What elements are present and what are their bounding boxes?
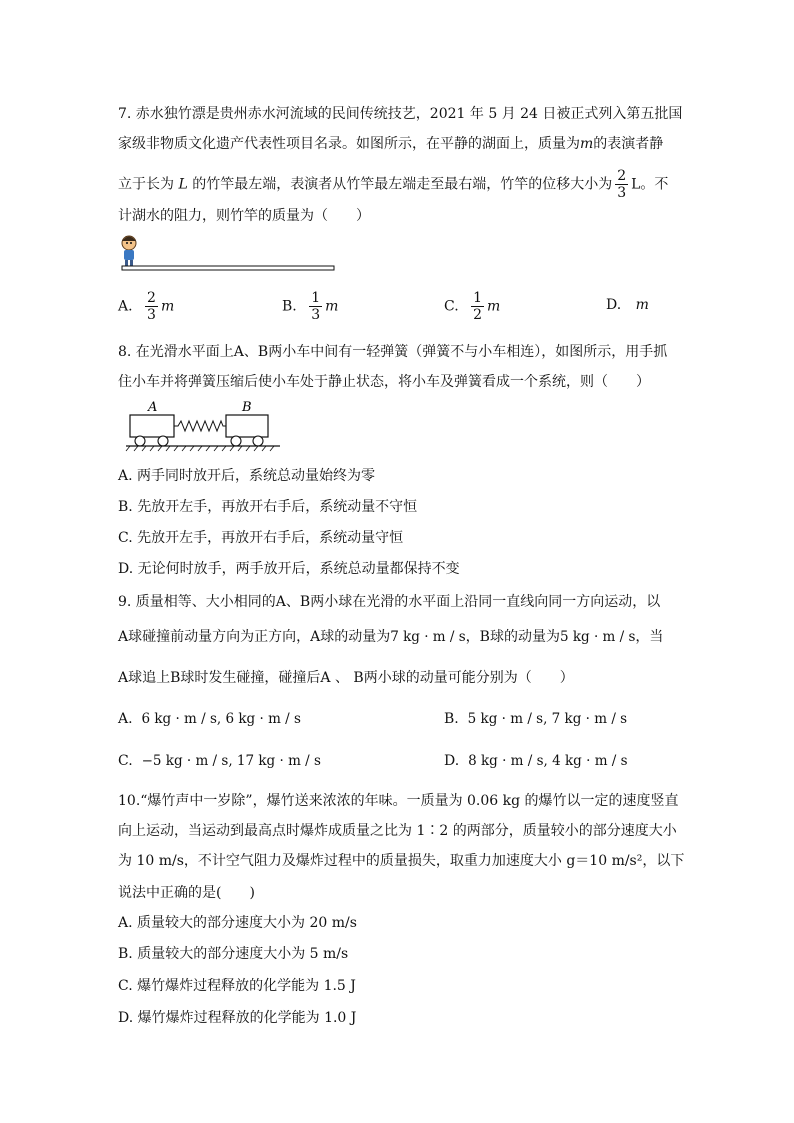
- performer-figure: [122, 236, 136, 266]
- q9-option-d: D. 8 kg · m / s, 4 kg · m / s: [444, 753, 628, 769]
- q10-text-line1: 10.“爆竹声中一岁除”，爆竹送来浓浓的年味。一质量为 0.06 kg 的爆竹以一定的速度竖直: [118, 793, 679, 809]
- q7-var-m: m: [580, 136, 594, 152]
- q8-option-d: D. 无论何时放手，两手放开后，系统总动量都保持不变: [118, 561, 460, 577]
- q10-text-line3: 为 10 m/s，不计空气阻力及爆炸过程中的质量损失，取重力加速度大小 g＝10 m/s²，以下: [118, 853, 685, 869]
- q7-option-b: B. $\frac{1}{3}$ m: [282, 290, 339, 323]
- q8-figure-carts: [124, 398, 284, 452]
- q7-text-line1: 7. 赤水独竹漂是贵州赤水河流域的民间传统技艺，2021 年 5 月 24 日被正式列入第五批国: [118, 106, 683, 122]
- q8-text-line2: 住小车并将弹簧压缩后使小车处于静止状态，将小车及弹簧看成一个系统，则（ ）: [118, 374, 650, 390]
- q9-text-line3: A球追上B球时发生碰撞，碰撞后A 、 B两小球的动量可能分别为（ ）: [118, 670, 574, 686]
- q10-text-line4: 说法中正确的是( ): [118, 885, 255, 901]
- q9-momentum-a: 7 kg · m / s: [390, 629, 466, 645]
- q7-option-c: C. $\frac{1}{2}$ m: [444, 290, 501, 323]
- q10-option-c: C. 爆竹爆炸过程释放的化学能为 1.5 J: [118, 978, 356, 994]
- q7-figure-pole: [118, 232, 340, 274]
- q10-option-b: B. 质量较大的部分速度大小为 5 m/s: [118, 946, 349, 962]
- cart-b-label: B: [242, 400, 252, 415]
- q7-option-a: A. $\frac{2}{3}$ m: [118, 290, 175, 323]
- q7-text-line3: 立于长为 L 的竹竿最左端，表演者从竹竿最左端走至最右端，竹竿的位移大小为 $\frac{2}{3}$ L。不: [118, 168, 669, 201]
- cart-a-label: A: [148, 400, 158, 415]
- q9-option-c: C. −5 kg · m / s, 17 kg · m / s: [118, 753, 321, 769]
- q8-text-line1: 8. 在光滑水平面上A、B两小车中间有一轻弹簧（弹簧不与小车相连），如图所示，用手抓: [118, 344, 668, 360]
- cart-b: [226, 415, 268, 437]
- q9-option-a: A. 6 kg · m / s, 6 kg · m / s: [118, 711, 301, 727]
- q9-text-line1: 9. 质量相等、大小相同的A、B两小球在光滑的水平面上沿同一直线向同一方向运动，以: [118, 594, 661, 610]
- bamboo-pole: [122, 266, 334, 270]
- q8-option-b: B. 先放开左手，再放开右手后，系统动量不守恒: [118, 499, 418, 515]
- q7-option-d: D. m: [606, 297, 649, 313]
- q10-option-a: A. 质量较大的部分速度大小为 20 m/s: [118, 915, 357, 931]
- q7-text-line4: 计湖水的阻力，则竹竿的质量为（ ）: [118, 208, 370, 224]
- q7-fraction: $\frac{2}{3}$: [617, 168, 627, 201]
- q9-text-line2: A球碰撞前动量方向为正方向，A球的动量为7 kg · m / s，B球的动量为5 kg · m / s，当: [118, 629, 664, 645]
- q10-option-d: D. 爆竹爆炸过程释放的化学能为 1.0 J: [118, 1010, 357, 1026]
- q8-option-c: C. 先放开左手，再放开右手后，系统动量守恒: [118, 530, 404, 546]
- q8-option-a: A. 两手同时放开后，系统总动量始终为零: [118, 468, 376, 484]
- q7-var-l: L: [178, 176, 188, 193]
- cart-a: [130, 415, 174, 437]
- q9-option-b: B. 5 kg · m / s, 7 kg · m / s: [444, 711, 628, 727]
- q7-text-line2: 家级非物质文化遗产代表性项目名录。如图所示，在平静的湖面上，质量为m的表演者静: [118, 136, 664, 152]
- spring: [174, 421, 226, 431]
- q9-momentum-b: 5 kg · m / s: [559, 629, 636, 645]
- q10-text-line2: 向上运动，当运动到最高点时爆炸成质量之比为 1∶2 的两部分，质量较小的部分速度大小: [118, 823, 677, 839]
